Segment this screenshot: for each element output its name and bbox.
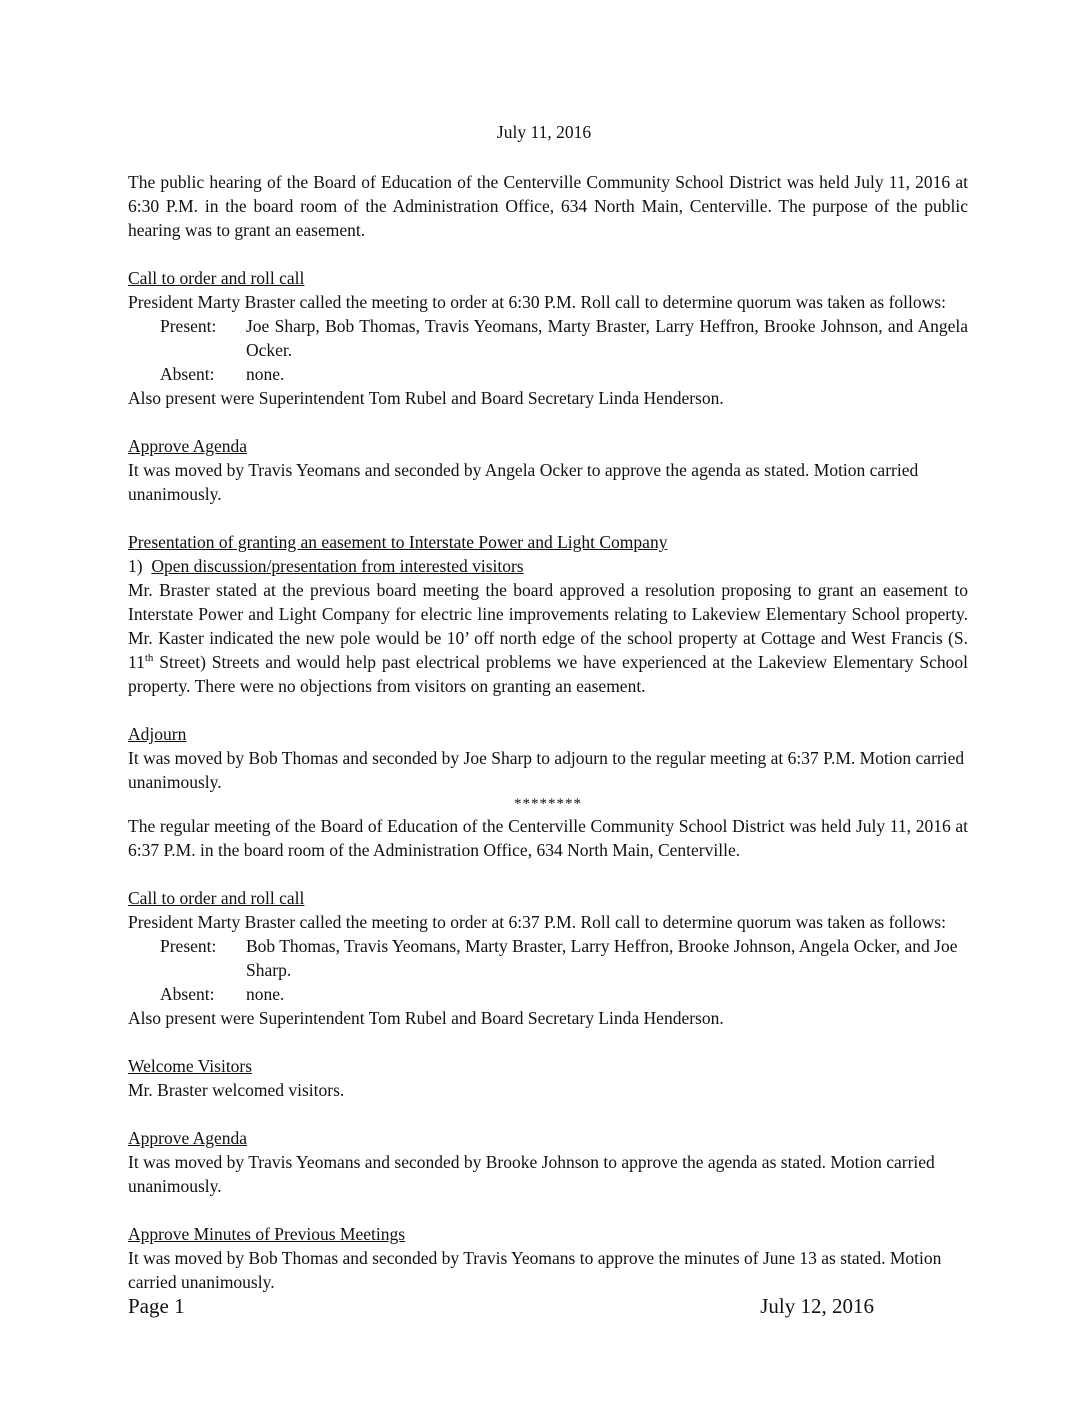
presentation-text-part: Mr. Braster stated at the previous board meeting the board approved a resolution proposing to grant an easement to Interstate Power and Light Company for electric line improvements relating to Lakeview Elementary School property. Mr. Kaster indicated the new pole would be 10’ off north edge of the school property at Cottage and West Francis (S. 11 xyxy=(128,580,968,672)
present-list: Bob Thomas, Travis Yeomans, Marty Braster, Larry Heffron, Brooke Johnson, Angela Ocker, and Joe Sharp. xyxy=(246,936,958,980)
footer-date: July 12, 2016 xyxy=(760,1294,874,1318)
also-present-text: Also present were Superintendent Tom Rubel and Board Secretary Linda Henderson. xyxy=(128,388,724,408)
hearing-call-section xyxy=(128,266,968,410)
section-heading: Presentation of granting an easement to Interstate Power and Light Company xyxy=(128,532,668,552)
present-label: Present: xyxy=(160,316,217,336)
section-text: It was moved by Bob Thomas and seconded by Travis Yeomans to approve the minutes of June 13 as stated. Motion carried unanimously. xyxy=(128,1248,942,1292)
presentation-text-part: Street) Streets and would help past electrical problems we have experienced at the Lakeview Elementary School property. There were no objections from visitors on granting an easement. xyxy=(128,652,968,696)
presentation-text xyxy=(128,578,968,698)
section-text: Mr. Braster welcomed visitors. xyxy=(128,1080,345,1100)
section-text: President Marty Braster called the meeting to order at 6:37 P.M. Roll call to determine quorum was taken as follows: xyxy=(128,912,946,932)
section-text: President Marty Braster called the meeting to order at 6:30 P.M. Roll call to determine quorum was taken as follows: xyxy=(128,292,946,312)
also-present-text: Also present were Superintendent Tom Rubel and Board Secretary Linda Henderson. xyxy=(128,1008,724,1028)
section-heading: Approve Agenda xyxy=(128,436,248,456)
present-row xyxy=(128,314,968,362)
regular-call-section xyxy=(128,886,968,1030)
regular-agenda-section xyxy=(128,1126,968,1198)
hearing-adjourn-section xyxy=(128,722,968,794)
hearing-agenda-section xyxy=(128,434,968,506)
present-label: Present: xyxy=(160,936,217,956)
meeting-date: July 11, 2016 xyxy=(496,122,592,142)
regular-intro: The regular meeting of the Board of Education of the Centerville Community School District was held July 11, 2016 at 6:37 P.M. in the board room of the Administration Office, 634 North Main, Centerville. xyxy=(128,816,968,860)
section-heading: Call to order and roll call xyxy=(128,888,305,908)
present-row xyxy=(128,934,968,982)
absent-row xyxy=(128,982,968,1006)
section-heading: Call to order and roll call xyxy=(128,268,305,288)
section-heading: Approve Minutes of Previous Meetings xyxy=(128,1224,406,1244)
absent-label: Absent: xyxy=(160,364,215,384)
section-text: It was moved by Travis Yeomans and seconded by Brooke Johnson to approve the agenda as stated. Motion carried unanimously. xyxy=(128,1152,935,1196)
subsection-number: 1) xyxy=(128,556,143,576)
minutes-section xyxy=(128,1222,968,1294)
subsection-heading xyxy=(128,554,968,578)
absent-row xyxy=(128,362,968,386)
absent-list: none. xyxy=(246,364,285,384)
section-heading: Welcome Visitors xyxy=(128,1056,253,1076)
section-heading: Adjourn xyxy=(128,724,187,744)
absent-list: none. xyxy=(246,984,285,1004)
document-body xyxy=(128,170,968,1294)
section-heading: Approve Agenda xyxy=(128,1128,248,1148)
section-text: It was moved by Bob Thomas and seconded by Joe Sharp to adjourn to the regular meeting at 6:37 P.M. Motion carried unanimously. xyxy=(128,748,965,792)
presentation-section xyxy=(128,530,968,698)
subsection-title: Open discussion/presentation from interested visitors xyxy=(151,556,524,576)
welcome-section xyxy=(128,1054,968,1102)
present-list: Joe Sharp, Bob Thomas, Travis Yeomans, Marty Braster, Larry Heffron, Brooke Johnson, and Angela Ocker. xyxy=(246,316,968,360)
hearing-intro: The public hearing of the Board of Education of the Centerville Community School District was held July 11, 2016 at 6:30 P.M. in the board room of the Administration Office, 634 North Main, Centerville. The purpose of the public hearing was to grant an easement. xyxy=(128,172,968,240)
section-text: It was moved by Travis Yeomans and seconded by Angela Ocker to approve the agenda as stated. Motion carried unanimously. xyxy=(128,460,919,504)
page-number: Page 1 xyxy=(128,1294,185,1318)
ordinal-suffix: th xyxy=(144,652,154,665)
separator: ******** xyxy=(514,796,582,812)
absent-label: Absent: xyxy=(160,984,215,1004)
